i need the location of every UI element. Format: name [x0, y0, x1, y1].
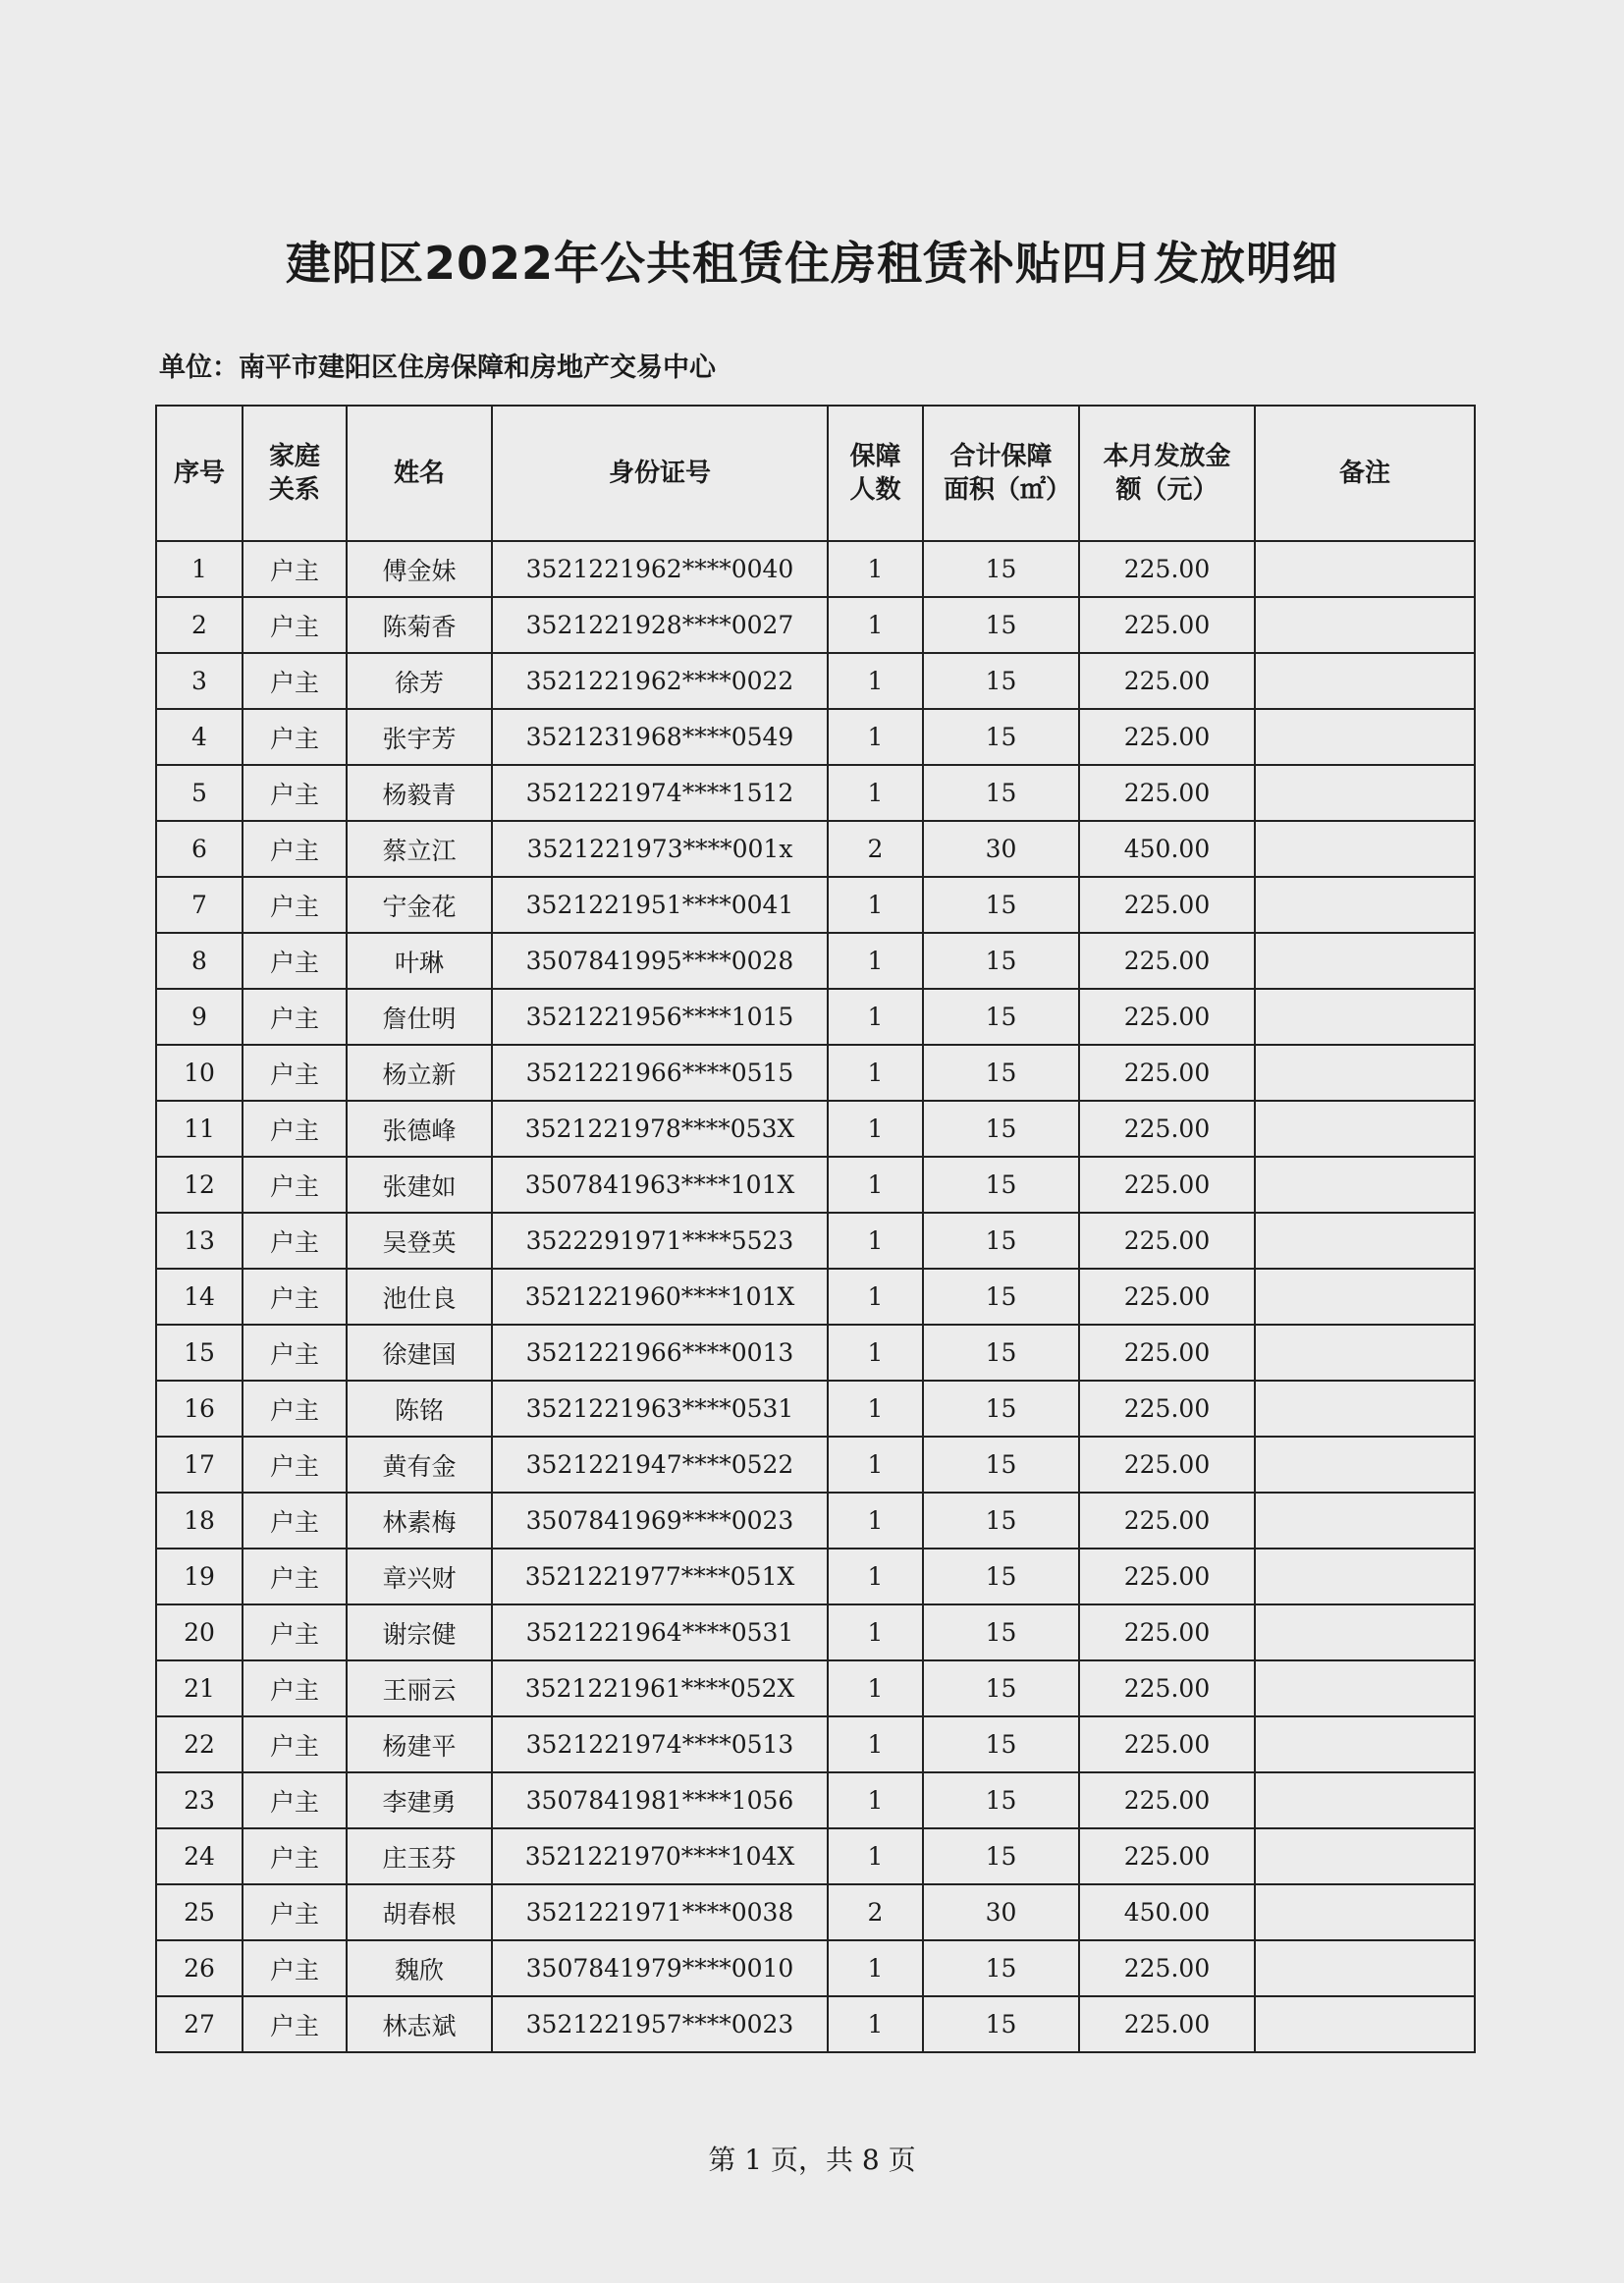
cell-amount: 225.00 [1079, 1045, 1255, 1101]
header-id: 身份证号 [492, 406, 828, 541]
cell-people: 1 [828, 1940, 923, 1996]
cell-amount: 225.00 [1079, 1157, 1255, 1213]
cell-area: 15 [923, 765, 1079, 821]
cell-relation: 户主 [243, 1996, 347, 2052]
cell-relation: 户主 [243, 821, 347, 877]
cell-area: 15 [923, 1381, 1079, 1437]
cell-relation: 户主 [243, 989, 347, 1045]
cell-people: 1 [828, 1381, 923, 1437]
cell-name: 谢宗健 [347, 1604, 492, 1660]
cell-relation: 户主 [243, 1157, 347, 1213]
table-row [156, 933, 1475, 989]
cell-relation: 户主 [243, 1716, 347, 1772]
cell-remark [1255, 1213, 1475, 1269]
cell-remark [1255, 877, 1475, 933]
cell-id: 3521221971****0038 [492, 1884, 828, 1940]
cell-people: 1 [828, 1604, 923, 1660]
cell-remark [1255, 1549, 1475, 1604]
cell-id: 3521221974****1512 [492, 765, 828, 821]
cell-remark [1255, 653, 1475, 709]
cell-seq: 3 [156, 653, 243, 709]
cell-id: 3521221964****0531 [492, 1604, 828, 1660]
cell-amount: 225.00 [1079, 1716, 1255, 1772]
cell-remark [1255, 1660, 1475, 1716]
table-row [156, 1325, 1475, 1381]
cell-remark [1255, 1045, 1475, 1101]
table-row [156, 1157, 1475, 1213]
header-amount: 本月发放金额（元） [1079, 406, 1255, 541]
cell-people: 1 [828, 1213, 923, 1269]
cell-seq: 4 [156, 709, 243, 765]
cell-relation: 户主 [243, 1828, 347, 1884]
cell-name: 张德峰 [347, 1101, 492, 1157]
cell-people: 1 [828, 1157, 923, 1213]
cell-people: 1 [828, 1996, 923, 2052]
cell-name: 杨毅青 [347, 765, 492, 821]
cell-remark [1255, 1772, 1475, 1828]
cell-id: 3521221956****1015 [492, 989, 828, 1045]
cell-area: 15 [923, 877, 1079, 933]
cell-name: 吴登英 [347, 1213, 492, 1269]
cell-relation: 户主 [243, 1045, 347, 1101]
cell-amount: 225.00 [1079, 1996, 1255, 2052]
cell-amount: 225.00 [1079, 541, 1255, 597]
cell-area: 15 [923, 1213, 1079, 1269]
cell-name: 张宇芳 [347, 709, 492, 765]
cell-people: 2 [828, 821, 923, 877]
cell-area: 15 [923, 1549, 1079, 1604]
cell-seq: 21 [156, 1660, 243, 1716]
cell-amount: 450.00 [1079, 1884, 1255, 1940]
cell-relation: 户主 [243, 1660, 347, 1716]
cell-amount: 225.00 [1079, 1604, 1255, 1660]
cell-seq: 12 [156, 1157, 243, 1213]
cell-remark [1255, 1604, 1475, 1660]
cell-seq: 10 [156, 1045, 243, 1101]
cell-amount: 225.00 [1079, 1437, 1255, 1493]
cell-id: 3521221951****0041 [492, 877, 828, 933]
cell-id: 3521221961****052X [492, 1660, 828, 1716]
table-row [156, 1213, 1475, 1269]
cell-name: 宁金花 [347, 877, 492, 933]
cell-remark [1255, 709, 1475, 765]
cell-people: 1 [828, 989, 923, 1045]
cell-amount: 225.00 [1079, 989, 1255, 1045]
cell-amount: 225.00 [1079, 1381, 1255, 1437]
cell-people: 1 [828, 1437, 923, 1493]
cell-relation: 户主 [243, 709, 347, 765]
cell-area: 15 [923, 1660, 1079, 1716]
table-row [156, 1381, 1475, 1437]
cell-name: 傅金妹 [347, 541, 492, 597]
cell-seq: 14 [156, 1269, 243, 1325]
cell-id: 3521221957****0023 [492, 1996, 828, 2052]
cell-area: 15 [923, 1269, 1079, 1325]
cell-area: 15 [923, 989, 1079, 1045]
cell-area: 15 [923, 1772, 1079, 1828]
cell-relation: 户主 [243, 1940, 347, 1996]
cell-id: 3521221962****0040 [492, 541, 828, 597]
cell-amount: 225.00 [1079, 653, 1255, 709]
cell-amount: 225.00 [1079, 1269, 1255, 1325]
cell-people: 1 [828, 541, 923, 597]
cell-seq: 17 [156, 1437, 243, 1493]
cell-id: 3521221963****0531 [492, 1381, 828, 1437]
cell-name: 庄玉芬 [347, 1828, 492, 1884]
table-row [156, 765, 1475, 821]
cell-seq: 24 [156, 1828, 243, 1884]
table-row [156, 989, 1475, 1045]
table-header-row [156, 406, 1475, 541]
cell-area: 15 [923, 933, 1079, 989]
cell-area: 30 [923, 821, 1079, 877]
cell-remark [1255, 933, 1475, 989]
cell-name: 黄有金 [347, 1437, 492, 1493]
cell-amount: 450.00 [1079, 821, 1255, 877]
cell-remark [1255, 1493, 1475, 1549]
table-row [156, 1996, 1475, 2052]
cell-seq: 16 [156, 1381, 243, 1437]
cell-seq: 5 [156, 765, 243, 821]
cell-name: 徐芳 [347, 653, 492, 709]
cell-amount: 225.00 [1079, 1213, 1255, 1269]
cell-people: 1 [828, 1325, 923, 1381]
cell-id: 3521221977****051X [492, 1549, 828, 1604]
cell-amount: 225.00 [1079, 1940, 1255, 1996]
table-row [156, 1604, 1475, 1660]
table-row [156, 1045, 1475, 1101]
cell-name: 林素梅 [347, 1493, 492, 1549]
cell-id: 3521221973****001x [492, 821, 828, 877]
cell-name: 魏欣 [347, 1940, 492, 1996]
cell-name: 李建勇 [347, 1772, 492, 1828]
cell-remark [1255, 597, 1475, 653]
cell-relation: 户主 [243, 1493, 347, 1549]
cell-remark [1255, 1381, 1475, 1437]
cell-seq: 20 [156, 1604, 243, 1660]
cell-seq: 2 [156, 597, 243, 653]
cell-id: 3521231968****0549 [492, 709, 828, 765]
cell-id: 3507841963****101X [492, 1157, 828, 1213]
cell-people: 1 [828, 1660, 923, 1716]
cell-seq: 7 [156, 877, 243, 933]
cell-relation: 户主 [243, 1604, 347, 1660]
cell-remark [1255, 1716, 1475, 1772]
header-people: 保障人数 [828, 406, 923, 541]
cell-relation: 户主 [243, 1101, 347, 1157]
cell-area: 15 [923, 1996, 1079, 2052]
cell-amount: 225.00 [1079, 765, 1255, 821]
cell-id: 3507841995****0028 [492, 933, 828, 989]
cell-name: 胡春根 [347, 1884, 492, 1940]
table-row [156, 597, 1475, 653]
cell-remark [1255, 765, 1475, 821]
cell-area: 30 [923, 1884, 1079, 1940]
cell-remark [1255, 1437, 1475, 1493]
cell-people: 1 [828, 1101, 923, 1157]
issuing-unit: 单位：南平市建阳区住房保障和房地产交易中心 [159, 353, 716, 383]
cell-id: 3521221960****101X [492, 1269, 828, 1325]
cell-amount: 225.00 [1079, 933, 1255, 989]
cell-people: 1 [828, 1045, 923, 1101]
cell-seq: 18 [156, 1493, 243, 1549]
cell-relation: 户主 [243, 1437, 347, 1493]
cell-area: 15 [923, 1604, 1079, 1660]
cell-remark [1255, 1884, 1475, 1940]
table-body [156, 541, 1475, 2052]
cell-id: 3521221978****053X [492, 1101, 828, 1157]
cell-id: 3521221962****0022 [492, 653, 828, 709]
cell-relation: 户主 [243, 765, 347, 821]
cell-id: 3522291971****5523 [492, 1213, 828, 1269]
cell-name: 詹仕明 [347, 989, 492, 1045]
table-row [156, 1101, 1475, 1157]
cell-name: 章兴财 [347, 1549, 492, 1604]
cell-area: 15 [923, 653, 1079, 709]
cell-name: 叶琳 [347, 933, 492, 989]
cell-people: 1 [828, 709, 923, 765]
cell-seq: 22 [156, 1716, 243, 1772]
table-row [156, 1828, 1475, 1884]
table-row [156, 541, 1475, 597]
cell-relation: 户主 [243, 653, 347, 709]
cell-area: 15 [923, 1493, 1079, 1549]
cell-seq: 26 [156, 1940, 243, 1996]
table-row [156, 1940, 1475, 1996]
cell-area: 15 [923, 1045, 1079, 1101]
cell-amount: 225.00 [1079, 1325, 1255, 1381]
table-row [156, 1884, 1475, 1940]
table-row [156, 1660, 1475, 1716]
subsidy-table [155, 405, 1476, 2053]
cell-name: 池仕良 [347, 1269, 492, 1325]
header-seq: 序号 [156, 406, 243, 541]
cell-id: 3507841979****0010 [492, 1940, 828, 1996]
cell-name: 王丽云 [347, 1660, 492, 1716]
table-row [156, 653, 1475, 709]
cell-people: 1 [828, 1828, 923, 1884]
cell-amount: 225.00 [1079, 1772, 1255, 1828]
cell-seq: 15 [156, 1325, 243, 1381]
cell-amount: 225.00 [1079, 709, 1255, 765]
cell-people: 1 [828, 933, 923, 989]
cell-name: 林志斌 [347, 1996, 492, 2052]
cell-seq: 25 [156, 1884, 243, 1940]
header-area: 合计保障面积（㎡） [923, 406, 1079, 541]
cell-amount: 225.00 [1079, 1101, 1255, 1157]
table-row [156, 709, 1475, 765]
cell-area: 15 [923, 1716, 1079, 1772]
cell-remark [1255, 1269, 1475, 1325]
cell-seq: 8 [156, 933, 243, 989]
cell-relation: 户主 [243, 1325, 347, 1381]
cell-seq: 1 [156, 541, 243, 597]
cell-people: 1 [828, 1493, 923, 1549]
cell-amount: 225.00 [1079, 1660, 1255, 1716]
cell-area: 15 [923, 1437, 1079, 1493]
cell-remark [1255, 1940, 1475, 1996]
cell-id: 3521221966****0013 [492, 1325, 828, 1381]
header-name: 姓名 [347, 406, 492, 541]
cell-remark [1255, 541, 1475, 597]
cell-people: 1 [828, 877, 923, 933]
cell-people: 1 [828, 765, 923, 821]
cell-id: 3521221970****104X [492, 1828, 828, 1884]
page-footer: 第 1 页，共 8 页 [708, 2144, 916, 2176]
cell-seq: 27 [156, 1996, 243, 2052]
cell-name: 徐建国 [347, 1325, 492, 1381]
cell-id: 3521221966****0515 [492, 1045, 828, 1101]
cell-remark [1255, 1157, 1475, 1213]
cell-remark [1255, 1325, 1475, 1381]
header-relation: 家庭关系 [243, 406, 347, 541]
cell-people: 1 [828, 653, 923, 709]
cell-id: 3521221947****0522 [492, 1437, 828, 1493]
cell-name: 杨立新 [347, 1045, 492, 1101]
cell-area: 15 [923, 541, 1079, 597]
cell-seq: 19 [156, 1549, 243, 1604]
cell-name: 陈铭 [347, 1381, 492, 1437]
table-row [156, 1437, 1475, 1493]
cell-name: 杨建平 [347, 1716, 492, 1772]
cell-remark [1255, 1996, 1475, 2052]
cell-amount: 225.00 [1079, 877, 1255, 933]
cell-area: 15 [923, 597, 1079, 653]
cell-remark [1255, 1101, 1475, 1157]
cell-relation: 户主 [243, 1269, 347, 1325]
cell-seq: 9 [156, 989, 243, 1045]
cell-amount: 225.00 [1079, 1549, 1255, 1604]
cell-name: 陈菊香 [347, 597, 492, 653]
cell-relation: 户主 [243, 933, 347, 989]
cell-amount: 225.00 [1079, 597, 1255, 653]
cell-seq: 6 [156, 821, 243, 877]
cell-remark [1255, 989, 1475, 1045]
cell-people: 1 [828, 1549, 923, 1604]
cell-people: 1 [828, 1716, 923, 1772]
table-row [156, 877, 1475, 933]
cell-area: 15 [923, 1157, 1079, 1213]
cell-area: 15 [923, 1828, 1079, 1884]
table-row [156, 1772, 1475, 1828]
cell-seq: 13 [156, 1213, 243, 1269]
cell-relation: 户主 [243, 1213, 347, 1269]
cell-amount: 225.00 [1079, 1828, 1255, 1884]
header-remark: 备注 [1255, 406, 1475, 541]
cell-name: 蔡立江 [347, 821, 492, 877]
cell-id: 3521221974****0513 [492, 1716, 828, 1772]
cell-relation: 户主 [243, 597, 347, 653]
cell-amount: 225.00 [1079, 1493, 1255, 1549]
cell-relation: 户主 [243, 1381, 347, 1437]
cell-id: 3507841981****1056 [492, 1772, 828, 1828]
cell-people: 1 [828, 597, 923, 653]
cell-id: 3521221928****0027 [492, 597, 828, 653]
table-row [156, 1716, 1475, 1772]
cell-relation: 户主 [243, 1549, 347, 1604]
table-row [156, 1549, 1475, 1604]
cell-seq: 23 [156, 1772, 243, 1828]
cell-remark [1255, 1828, 1475, 1884]
cell-area: 15 [923, 1940, 1079, 1996]
cell-name: 张建如 [347, 1157, 492, 1213]
table-row [156, 821, 1475, 877]
cell-people: 2 [828, 1884, 923, 1940]
cell-area: 15 [923, 1101, 1079, 1157]
table-row [156, 1493, 1475, 1549]
cell-relation: 户主 [243, 877, 347, 933]
cell-remark [1255, 821, 1475, 877]
cell-id: 3507841969****0023 [492, 1493, 828, 1549]
cell-area: 15 [923, 709, 1079, 765]
cell-people: 1 [828, 1772, 923, 1828]
cell-area: 15 [923, 1325, 1079, 1381]
cell-seq: 11 [156, 1101, 243, 1157]
document-title: 建阳区2022年公共租赁住房租赁补贴四月发放明细 [285, 237, 1339, 290]
table-row [156, 1269, 1475, 1325]
cell-relation: 户主 [243, 1884, 347, 1940]
cell-relation: 户主 [243, 1772, 347, 1828]
cell-people: 1 [828, 1269, 923, 1325]
cell-relation: 户主 [243, 541, 347, 597]
